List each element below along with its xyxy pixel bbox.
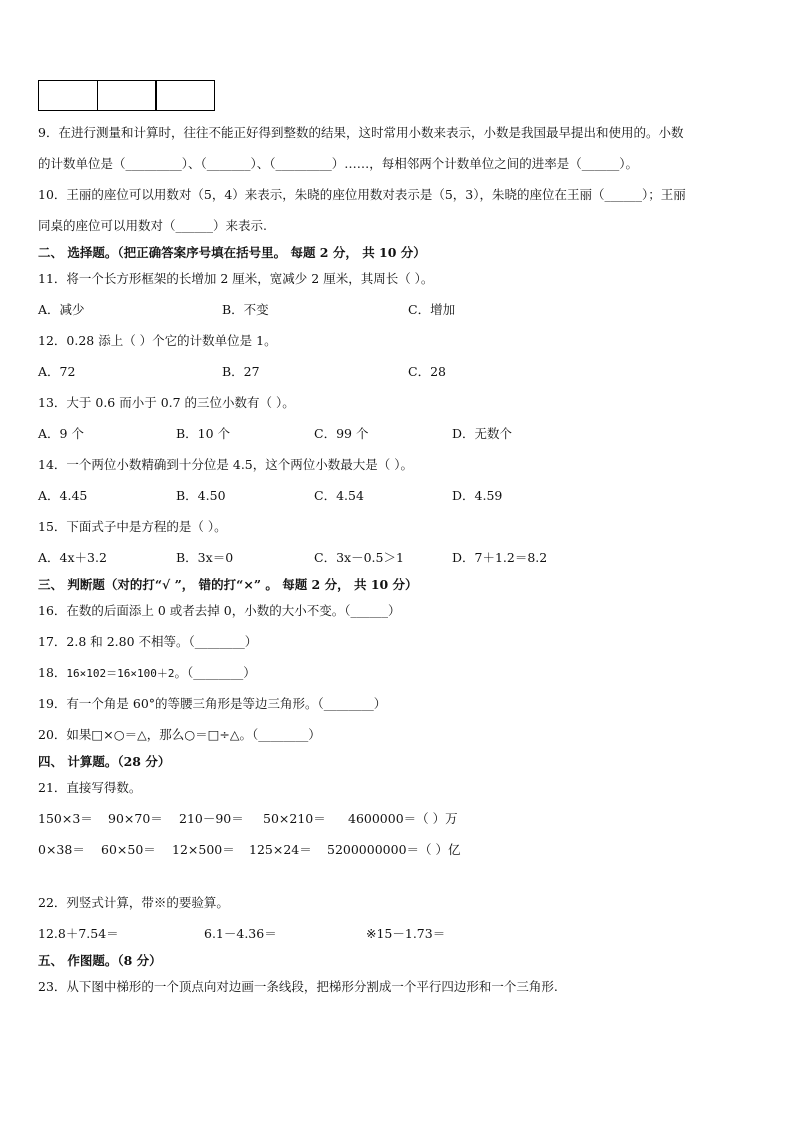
section-heading-calc: 四、 计算题。（28 分） [38,754,171,769]
q14-option-a[interactable]: A．4.45 [38,488,88,503]
q21-stem: 21．直接写得数。 [38,780,142,795]
q19: 19．有一个角是 60°的等腰三角形是等边三角形。（________） [38,696,387,711]
q15-option-a[interactable]: A．4x＋3.2 [38,550,107,565]
q14-option-d[interactable]: D．4.59 [452,488,503,503]
q13-option-d[interactable]: D．无数个 [452,426,513,441]
q13-option-a[interactable]: A．9 个 [38,426,84,441]
q13-option-c[interactable]: C．99 个 [314,426,369,441]
calc-item: 12×500＝ [172,842,235,857]
q12-option-a[interactable]: A．72 [38,364,76,379]
q18-prefix: 18． [38,665,67,680]
calc-item: 60×50＝ [101,842,156,857]
calc-item: ※15－1.73＝ [366,926,446,941]
q22-stem: 22．列竖式计算，带※的要验算。 [38,895,229,910]
q15-option-b[interactable]: B．3x＝0 [176,550,234,565]
answer-box [155,80,215,111]
q12-option-b[interactable]: B．27 [222,364,260,379]
q9-line1: 9．在进行测量和计算时，往往不能正好得到整数的结果，这时常用小数来表示，小数是我国最早提出和使用的。小数 [38,125,684,140]
q13-option-b[interactable]: B．10 个 [176,426,231,441]
q17: 17．2.8 和 2.80 不相等。（________） [38,634,258,649]
answer-box [97,80,157,111]
q12-option-c[interactable]: C．28 [408,364,446,379]
q18 [38,665,256,682]
q11-option-b[interactable]: B．不变 [222,302,269,317]
calc-item: 125×24＝ [249,842,312,857]
q15-option-d[interactable]: D．7＋1.2＝8.2 [452,550,548,565]
q11-stem: 11．将一个长方形框架的长增加 2 厘米，宽减少 2 厘米，其周长（ ）。 [38,271,434,286]
q14-option-c[interactable]: C．4.54 [314,488,364,503]
calc-item: 6.1－4.36＝ [204,926,277,941]
calc-item: 5200000000＝（ ）亿 [327,842,461,857]
q12-stem: 12．0.28 添上（ ）个它的计数单位是 1。 [38,333,277,348]
q14-stem: 14．一个两位小数精确到十分位是 4.5，这个两位小数最大是（ ）。 [38,457,413,472]
q10-line2: 同桌的座位可以用数对（______）来表示. [38,218,267,233]
q11-option-a[interactable]: A．减少 [38,302,85,317]
calc-item: 90×70＝ [108,811,163,826]
q23: 23．从下图中梯形的一个顶点向对边画一条线段，把梯形分割成一个平行四边形和一个三角形. [38,979,558,994]
calc-item: 50×210＝ [263,811,326,826]
section-heading-choice: 二、 选择题。（把正确答案序号填在括号里。 每题 2 分， 共 10 分） [38,245,426,260]
section-heading-drawing: 五、 作图题。（8 分） [38,953,162,968]
answer-boxes [38,80,214,111]
q18-suffix: 。（________） [174,665,256,680]
q16: 16．在数的后面添上 0 或者去掉 0，小数的大小不变。（______） [38,603,401,618]
q15-stem: 15．下面式子中是方程的是（ ）。 [38,519,227,534]
q10-line1: 10．王丽的座位可以用数对（5，4）来表示，朱晓的座位用数对表示是（5，3），朱晓的座位在王丽（______）；王丽 [38,187,686,202]
calc-item: 150×3＝ [38,811,93,826]
q11-option-c[interactable]: C．增加 [408,302,456,317]
q20: 20．如果□×○＝△，那么○＝□÷△。（________） [38,727,321,742]
q18-expression: 16×102＝16×100＋2 [66,667,175,680]
q15-option-c[interactable]: C．3x－0.5＞1 [314,550,404,565]
calc-item: 4600000＝（ ）万 [348,811,458,826]
calc-item: 0×38＝ [38,842,85,857]
answer-box [38,80,98,111]
calc-item: 210－90＝ [179,811,244,826]
q13-stem: 13．大于 0.6 而小于 0.7 的三位小数有（ ）。 [38,395,295,410]
section-heading-judge: 三、 判断题（对的打“√ ”， 错的打“×” 。 每题 2 分， 共 10 分） [38,577,418,592]
q9-line2: 的计数单位是（_________）、（_______）、（_________）……，每相邻两个计数单位之间的进率是（______）。 [38,156,639,171]
calc-item: 12.8＋7.54＝ [38,926,119,941]
q14-option-b[interactable]: B．4.50 [176,488,226,503]
